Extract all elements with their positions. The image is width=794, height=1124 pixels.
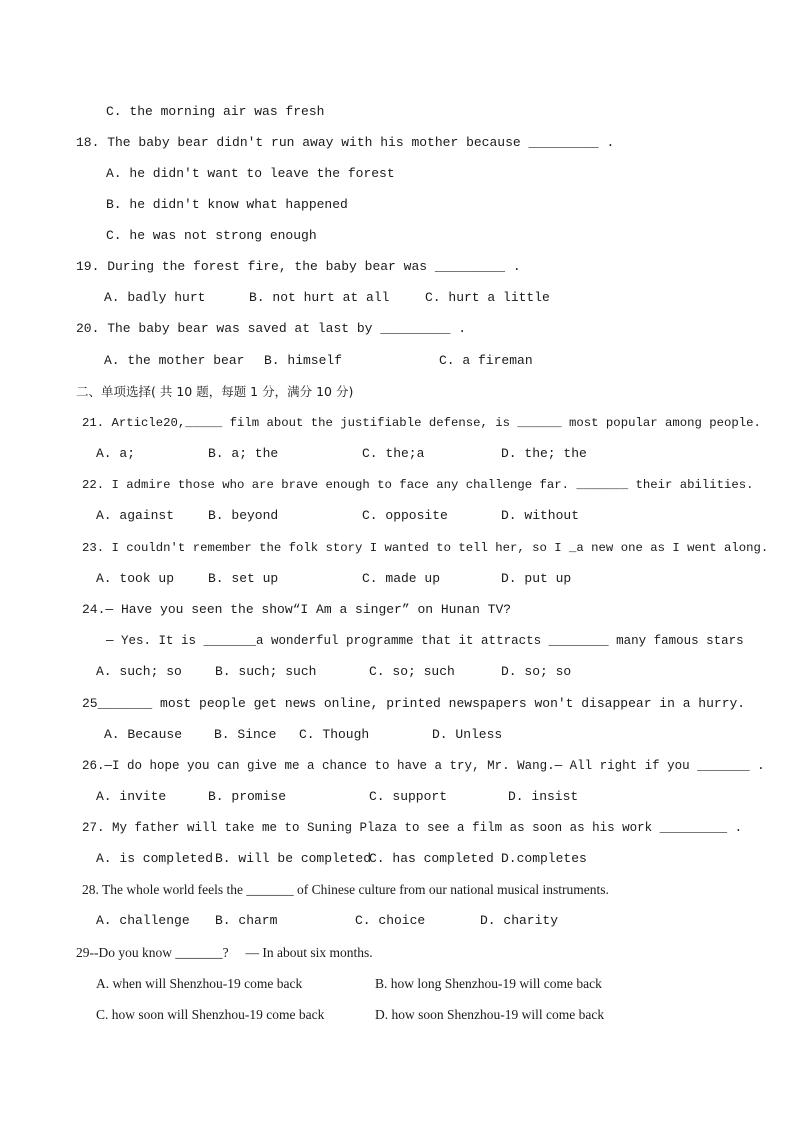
q18-option-c: C. he was not strong enough	[106, 228, 317, 243]
q19-option-c: C. hurt a little	[425, 290, 550, 305]
q26-option-d: D. insist	[508, 789, 579, 804]
question-21: 21. Article20,_____ film about the justifiable defense, is ______ most popular among people.	[82, 416, 761, 430]
q29-option-d: D. how soon Shenzhou-19 will come back	[375, 1007, 605, 1022]
q21-option-b: B. a; the	[208, 446, 279, 461]
q21-option-a: A. a;	[96, 446, 136, 461]
q21-option-d: D. the; the	[501, 446, 587, 461]
section-heading: 二、单项选择( 共 10 题，每题 1 分，满分 10 分)	[76, 384, 354, 399]
q23-option-c: C. made up	[362, 571, 441, 586]
question-19: 19. During the forest fire, the baby bear was _________ .	[76, 259, 521, 274]
question-18: 18. The baby bear didn't run away with his mother because _________ .	[76, 135, 615, 150]
question-24: 24.— Have you seen the show“I Am a singer” on Hunan TV?	[82, 602, 512, 617]
q20-option-a: A. the mother bear	[104, 353, 245, 368]
q18-option-b: B. he didn't know what happened	[106, 197, 348, 212]
q26-option-b: B. promise	[208, 789, 287, 804]
q29-option-a: A. when will Shenzhou-19 come back	[96, 976, 303, 991]
q26-option-c: C. support	[369, 789, 448, 804]
q28-option-c: C. choice	[355, 913, 426, 928]
q23-option-d: D. put up	[501, 571, 572, 586]
q23-option-a: A. took up	[96, 571, 175, 586]
q27-option-a: A. is completed	[96, 851, 214, 866]
q24-option-d: D. so; so	[501, 664, 572, 679]
question-23: 23. I couldn't remember the folk story I wanted to tell her, so I _a new one as I went along.	[82, 541, 769, 555]
question-26: 26.—I do hope you can give me a chance to have a try, Mr. Wang.— All right if you _______ .	[82, 759, 765, 773]
q22-option-b: B. beyond	[208, 508, 279, 523]
q19-option-a: A. badly hurt	[104, 290, 206, 305]
question-20: 20. The baby bear was saved at last by _________ .	[76, 321, 467, 336]
q24-option-b: B. such; such	[215, 664, 317, 679]
q29-option-c: C. how soon will Shenzhou-19 come back	[96, 1007, 325, 1022]
q25-option-d: D. Unless	[432, 727, 503, 742]
q22-option-a: A. against	[96, 508, 175, 523]
q26-option-a: A. invite	[96, 789, 167, 804]
q17-option-c: C. the morning air was fresh	[106, 104, 325, 119]
q23-option-b: B. set up	[208, 571, 279, 586]
question-29: 29--Do you know _______? — In about six months.	[76, 945, 373, 960]
question-27: 27. My father will take me to Suning Plaza to see a film as soon as his work _________ .	[82, 821, 743, 835]
q22-option-d: D. without	[501, 508, 580, 523]
q22-option-c: C. opposite	[362, 508, 448, 523]
question-22: 22. I admire those who are brave enough to face any challenge far. _______ their abilities.	[82, 478, 754, 492]
question-28: 28. The whole world feels the _______ of Chinese culture from our national musical instruments.	[82, 882, 609, 897]
q18-option-a: A. he didn't want to leave the forest	[106, 166, 395, 181]
q28-option-d: D. charity	[480, 913, 559, 928]
q27-option-d: D.completes	[501, 851, 587, 866]
q25-option-b: B. Since	[214, 727, 277, 742]
q24-option-a: A. such; so	[96, 664, 182, 679]
q20-option-c: C. a fireman	[439, 353, 533, 368]
q24-option-c: C. so; such	[369, 664, 455, 679]
q20-option-b: B. himself	[264, 353, 343, 368]
q25-option-a: A. Because	[104, 727, 183, 742]
q28-option-a: A. challenge	[96, 913, 190, 928]
q21-option-c: C. the;a	[362, 446, 425, 461]
q28-option-b: B. charm	[215, 913, 278, 928]
q29-option-b: B. how long Shenzhou-19 will come back	[375, 976, 602, 991]
q19-option-b: B. not hurt at all	[249, 290, 390, 305]
question-24-reply: — Yes. It is _______a wonderful programme that it attracts ________ many famous stars	[106, 634, 744, 648]
q27-option-b: B. will be completed	[215, 851, 372, 866]
q27-option-c: C. has completed	[369, 851, 494, 866]
question-25: 25_______ most people get news online, printed newspapers won't disappear in a hurry.	[82, 696, 746, 711]
q25-option-c: C. Though	[299, 727, 370, 742]
